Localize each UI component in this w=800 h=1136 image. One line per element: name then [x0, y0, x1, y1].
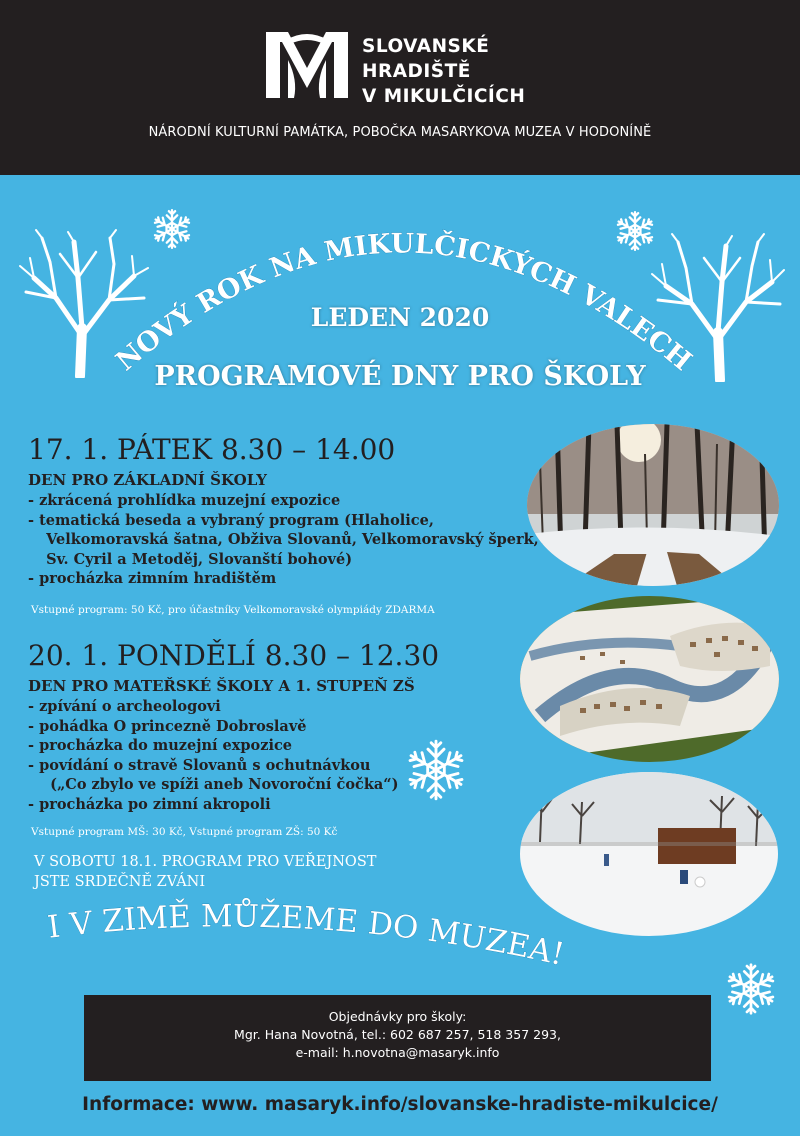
section-audience: DEN PRO MATEŘSKÉ ŠKOLY A 1. STUPEŇ ZŠ — [28, 677, 415, 695]
program-list — [28, 491, 539, 589]
price-note: Vstupné program MŠ: 30 Kč, Vstupné program ZŠ: 50 Kč — [31, 826, 338, 838]
logo-line: SLOVANSKÉ — [362, 36, 490, 57]
slogan: I V ZIMĚ MŮŽEME DO MUZEA! — [45, 898, 568, 973]
info-link[interactable]: Informace: www. masaryk.info/slovanske-hradiste-mikulcice/ — [82, 1094, 718, 1115]
list-item: - procházka po zimní akropoli — [28, 795, 271, 813]
section-audience: DEN PRO ZÁKLADNÍ ŠKOLY — [28, 471, 268, 489]
contact-person: Mgr. Hana Novotná, tel.: 602 687 257, 518 357 293, — [234, 1027, 561, 1042]
weekend-line: V SOBOTU 18.1. PROGRAM PRO VEŘEJNOST — [34, 854, 377, 870]
museum-logo-icon — [264, 30, 350, 100]
contact-box — [84, 995, 711, 1081]
list-item: - pohádka O princezně Dobroslavě — [28, 717, 307, 735]
list-item: - zkrácená prohlídka muzejní expozice — [28, 492, 341, 509]
snowflake-icon — [404, 738, 468, 802]
event-title: NOVÝ ROK NA MIKULČICKÝCH VALECH — [110, 228, 698, 378]
logo-line: V MIKULČICÍCH — [362, 86, 526, 107]
list-item: („Co zbylo ve spíži aneb Novoroční čočka“) — [40, 776, 399, 793]
list-item: - procházka do muzejní expozice — [28, 737, 293, 754]
header-tagline: NÁRODNÍ KULTURNÍ PAMÁTKA, POBOČKA MASARYKOVA MUZEA V HODONÍNĚ — [148, 125, 652, 140]
list-item: Velkomoravská šatna, Obživa Slovanů, Velkomoravský šperk, — [36, 531, 539, 548]
price-note: Vstupné program: 50 Kč, pro účastníky Velkomoravské olympiády ZDARMA — [31, 604, 435, 616]
program-list — [28, 697, 398, 814]
section-date-heading: 20. 1. PONDĚLÍ 8.30 – 12.30 — [28, 639, 440, 672]
museum-logo-text — [362, 34, 525, 109]
contact-label: Objednávky pro školy: — [328, 1009, 467, 1024]
list-item: Sv. Cyril a Metoděj, Slovanští bohové) — [36, 550, 353, 568]
section-date-heading: 17. 1. PÁTEK 8.30 – 14.00 — [28, 433, 396, 466]
photo-snowy-playground — [520, 772, 778, 936]
photo-hillfort-model — [520, 596, 779, 762]
list-item: - procházka zimním hradištěm — [28, 570, 277, 587]
list-item: - povídání o stravě Slovanů s ochutnávkou — [28, 756, 371, 774]
header-banner — [0, 0, 800, 175]
photo-winter-forest — [527, 424, 779, 586]
contact-email[interactable]: e-mail: h.novotna@masaryk.info — [295, 1045, 500, 1060]
list-item: - tematická beseda a vybraný program (Hlaholice, — [28, 511, 434, 529]
weekend-line: JSTE SRDEČNĚ ZVÁNI — [34, 873, 206, 890]
logo-line: HRADIŠTĚ — [362, 61, 471, 82]
event-subtitle: PROGRAMOVÉ DNY PRO ŠKOLY — [154, 361, 646, 392]
event-date: LEDEN 2020 — [310, 303, 490, 332]
list-item: - zpívání o archeologovi — [28, 698, 221, 715]
svg-text:I V ZIMĚ MŮŽEME DO MUZEA! — [46, 896, 568, 972]
